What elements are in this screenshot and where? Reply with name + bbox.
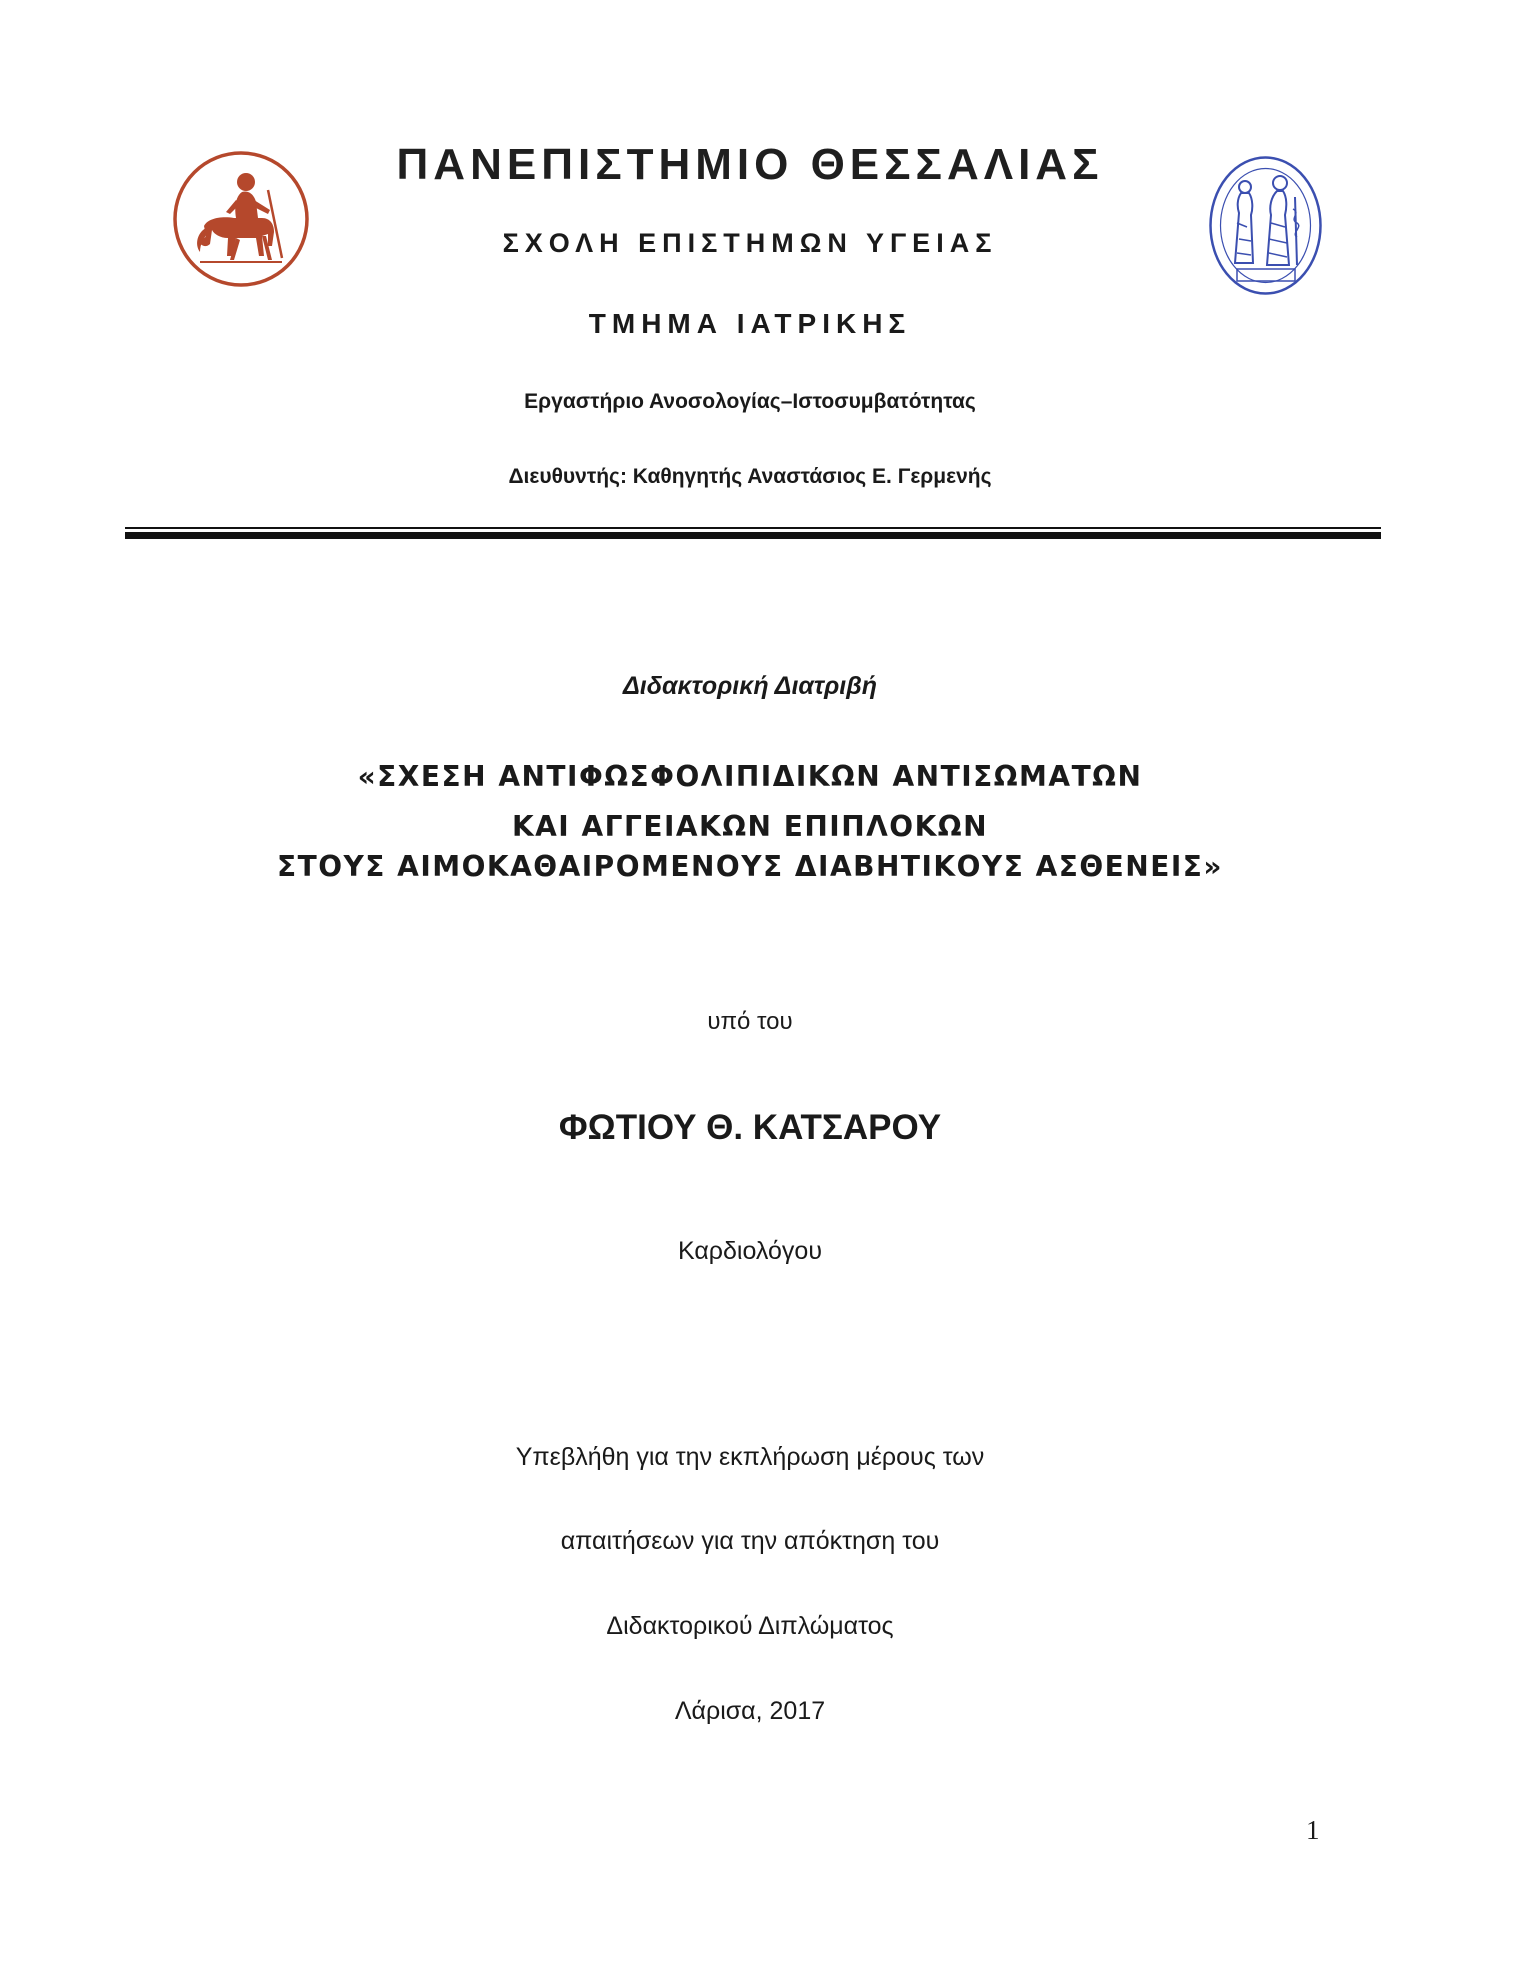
header-divider-thick (125, 532, 1381, 539)
page-number: 1 (1306, 1815, 1320, 1845)
by-label: υπό του (707, 1008, 793, 1035)
thesis-title-line-3: ΣΤΟΥΣ ΑΙΜΟΚΑΘΑΙΡΟΜΕΝΟΥΣ ΔΙΑΒΗΤΙΚΟΥΣ ΑΣΘΕΝΕΙΣ» (276, 850, 1223, 883)
department-name: ΤΜΗΜΑ ΙΑΤΡΙΚΗΣ (588, 308, 912, 339)
submission-line-1: Υπεβλήθη για την εκπλήρωση μέρους των (515, 1443, 985, 1471)
header-divider-thin (125, 527, 1381, 529)
laboratory-name: Εργαστήριο Ανοσολογίας–Ιστοσυμβατότητας (524, 390, 976, 413)
submission-line-3: Διδακτορικού Διπλώματος (606, 1612, 894, 1640)
submission-line-2: απαιτήσεων για την απόκτηση του (560, 1527, 940, 1555)
university-name: ΠΑΝΕΠΙΣΤΗΜΙΟ ΘΕΣΣΑΛΙΑΣ (396, 140, 1104, 189)
thesis-title-line-2: ΚΑΙ ΑΓΓΕΙΑΚΩΝ ΕΠΙΠΛΟΚΩΝ (511, 810, 989, 843)
thesis-title-line-1: «ΣΧΕΣΗ ΑΝΤΙΦΩΣΦΟΛΙΠΙΔΙΚΩΝ ΑΝΤΙΣΩΜΑΤΩΝ (357, 760, 1143, 793)
author-profession: Καρδιολόγου (677, 1237, 823, 1265)
document-type: Διδακτορική Διατριβή (623, 672, 877, 700)
author-name: ΦΩΤΙΟΥ Θ. ΚΑΤΣΑΡΟΥ (558, 1108, 942, 1147)
director-line: Διευθυντής: Καθηγητής Αναστάσιος Ε. Γερμενής (508, 465, 992, 488)
school-name: ΣΧΟΛΗ ΕΠΙΣΤΗΜΩΝ ΥΓΕΙΑΣ (502, 228, 998, 258)
place-date: Λάρισα, 2017 (674, 1697, 826, 1725)
